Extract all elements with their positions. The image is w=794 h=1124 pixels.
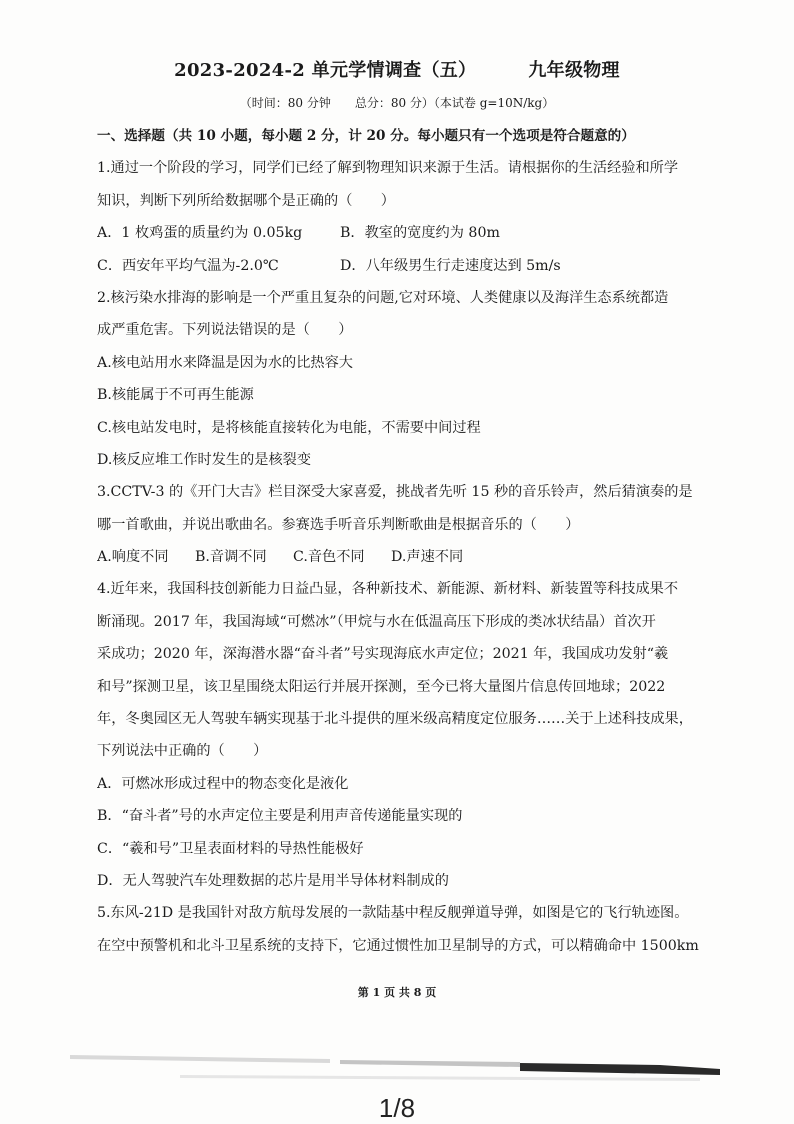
q1-stem-line: 知识，判断下列所给数据哪个是正确的（ ） [97, 192, 395, 209]
q2-option-b: B.核能属于不可再生能源 [97, 387, 254, 404]
q4-option-a: A．可燃冰形成过程中的物态变化是液化 [97, 775, 349, 792]
q1-stem-line: 1.通过一个阶段的学习，同学们已经了解到物理知识来源于生活。请根据你的生活经验和所学 [97, 160, 679, 177]
q2-option-c: C.核电站发电时，是将核能直接转化为电能，不需要中间过程 [97, 419, 481, 436]
exam-title: 2023-2024-2 单元学情调查（五） [174, 60, 477, 81]
q1-option-b: B．教室的宽度约为 80m [340, 225, 500, 242]
q1-option-a: A．1 枚鸡蛋的质量约为 0.05kg [97, 225, 303, 242]
q4-stem-line: 年，冬奥园区无人驾驶车辆实现基于北斗提供的厘米级高精度定位服务……关于上述科技成果， [97, 711, 693, 728]
q2-stem-line: 成严重危害。下列说法错误的是（ ） [97, 322, 353, 339]
page-footer: 第 1 页 共 8 页 [357, 986, 437, 999]
exam-body [97, 120, 737, 962]
section-title: 一、选择题（共 10 小题，每小题 2 分，计 20 分。每小题只有一个选项是符合题意的） [97, 128, 635, 144]
q3-options-row [97, 541, 737, 573]
q3-option-c: C.音色不同 [293, 549, 365, 566]
exam-header [0, 56, 794, 82]
q2-stem-line: 2.核污染水排海的影响是一个严重且复杂的问题,它对环境、人类健康以及海洋生态系统都造 [97, 289, 669, 306]
q1-options-row [97, 250, 737, 282]
q3-stem-line: 3.CCTV-3 的《开门大吉》栏目深受大家喜爱，挑战者先听 15 秒的音乐铃声，然后猜演奏的是 [97, 484, 693, 501]
q4-stem-line: 采成功；2020 年，深海潜水器“奋斗者”号实现海底水声定位；2021 年，我国成功发射“羲 [97, 646, 669, 663]
q4-option-c: C．“羲和号”卫星表面材料的导热性能极好 [97, 840, 364, 857]
q3-option-d: D.声速不同 [391, 549, 464, 566]
q5-stem-line: 在空中预警机和北斗卫星系统的支持下，它通过惯性加卫星制导的方式，可以精确命中 1500km [97, 937, 699, 954]
q3-option-a: A.响度不同 [97, 549, 169, 566]
scan-shadow-strip [0, 1045, 794, 1095]
q1-options-row [97, 217, 737, 249]
exam-subtitle: （时间：80 分钟 总分：80 分）（本试卷 g=10N/kg） [239, 96, 555, 110]
q1-option-d: D．八年级男生行走速度达到 5m/s [340, 257, 561, 274]
q2-option-a: A.核电站用水来降温是因为水的比热容大 [97, 354, 353, 371]
q4-stem-line: 4.近年来，我国科技创新能力日益凸显，各种新技术、新能源、新材料、新装置等科技成果不 [97, 581, 679, 598]
q3-option-b: B.音调不同 [195, 549, 267, 566]
q3-stem-line: 哪一首歌曲，并说出歌曲名。参赛选手听音乐判断歌曲是根据音乐的（ ） [97, 516, 580, 533]
q4-stem-line: 下列说法中正确的（ ） [97, 743, 268, 760]
q5-stem-line: 5.东风-21D 是我国针对敌方航母发展的一款陆基中程反舰弹道导弹，如图是它的飞行轨迹图。 [97, 905, 689, 922]
q4-stem-line: 断涌现。2017 年，我国海域“可燃冰”（甲烷与水在低温高压下形成的类冰状结晶）首次开 [97, 613, 656, 630]
q4-stem-line: 和号”探测卫星，该卫星围绕太阳运行并展开探测，至今已将大量图片信息传回地球；2022 [97, 678, 666, 695]
q4-option-b: B．“奋斗者”号的水声定位主要是利用声音传递能量实现的 [97, 808, 463, 825]
viewer-page-indicator: 1/8 [378, 1093, 416, 1123]
grade-subject: 九年级物理 [528, 60, 620, 81]
q4-option-d: D．无人驾驶汽车处理数据的芯片是用半导体材料制成的 [97, 872, 449, 889]
q2-option-d: D.核反应堆工作时发生的是核裂变 [97, 451, 312, 468]
q1-option-c: C．西安年平均气温为-2.0℃ [97, 257, 279, 274]
